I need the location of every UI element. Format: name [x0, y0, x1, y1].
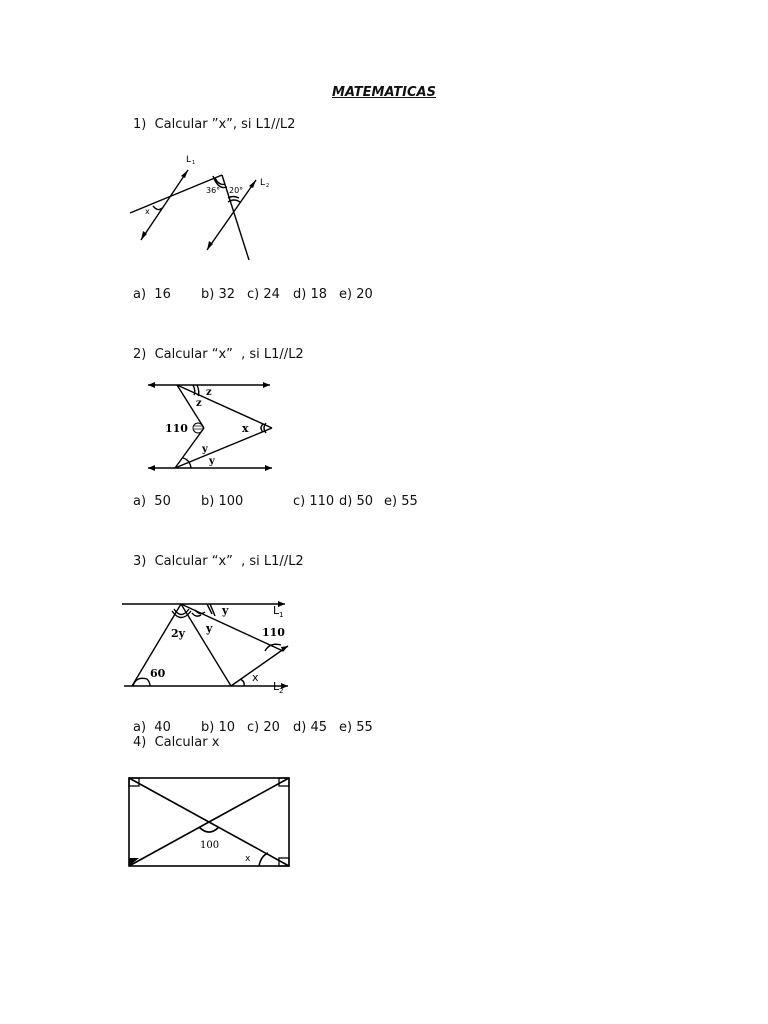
p4-label-x: x [245, 854, 251, 864]
option-d: d) 45 [293, 720, 327, 735]
option-d: d) 18 [293, 287, 327, 302]
problem-2-figure [140, 375, 280, 475]
problem-3-question: 3) Calcular “x” , si L1//L2 [133, 554, 304, 569]
option-c: c) 110 [293, 494, 335, 509]
p3-label-l2-sub: 2 [279, 687, 284, 695]
problem-1-question: 1) Calcular ”x”, si L1//L2 [133, 117, 296, 132]
p3-label-2y: 2y [171, 627, 186, 640]
p2-label-z: z [196, 398, 202, 409]
problem-3-figure [115, 595, 295, 695]
option-b: b) 100 [201, 494, 244, 509]
p1-label-20: 20° [229, 186, 244, 195]
p3-label-l1: L [273, 604, 280, 617]
p3-label-60: 60 [150, 667, 166, 680]
page-title: MATEMATICAS [332, 85, 436, 100]
option-e: e) 55 [384, 494, 418, 509]
option-d: d) 50 [339, 494, 373, 509]
problem-4-question: 4) Calcular x [133, 735, 220, 750]
p3-label-l1-sub: 1 [279, 611, 284, 619]
option-a: a) 40 [133, 720, 171, 735]
p3-label-y-top: y [222, 604, 229, 617]
p1-label-l2: L [260, 178, 266, 188]
p2-label-110: 110 [165, 422, 188, 435]
p3-label-l2: L [273, 680, 280, 693]
option-c: c) 24 [247, 287, 280, 302]
option-b: b) 32 [201, 287, 235, 302]
p4-label-100: 100 [200, 840, 220, 851]
option-e: e) 20 [339, 287, 373, 302]
p2-label-x: x [242, 422, 249, 435]
p2-label-y-bottom: y [209, 456, 215, 467]
option-e: e) 55 [339, 720, 373, 735]
p3-label-y: y [206, 622, 213, 635]
option-a: a) 50 [133, 494, 171, 509]
p1-label-l2-sub: 2 [266, 183, 270, 189]
p1-label-36: 36° [206, 186, 221, 195]
p1-label-x: x [145, 207, 150, 216]
option-b: b) 10 [201, 720, 235, 735]
p2-label-z-top: z [206, 387, 212, 398]
p3-label-x: x [252, 671, 259, 684]
problem-2-question: 2) Calcular “x” , si L1//L2 [133, 347, 304, 362]
p1-label-l1: L [186, 155, 192, 165]
option-c: c) 20 [247, 720, 280, 735]
p1-label-l1-sub: 1 [192, 160, 196, 166]
problem-1-figure [120, 150, 290, 265]
option-a: a) 16 [133, 287, 171, 302]
problem-4-figure [122, 770, 298, 874]
p2-label-y: y [202, 444, 208, 455]
p3-label-110: 110 [262, 626, 285, 639]
